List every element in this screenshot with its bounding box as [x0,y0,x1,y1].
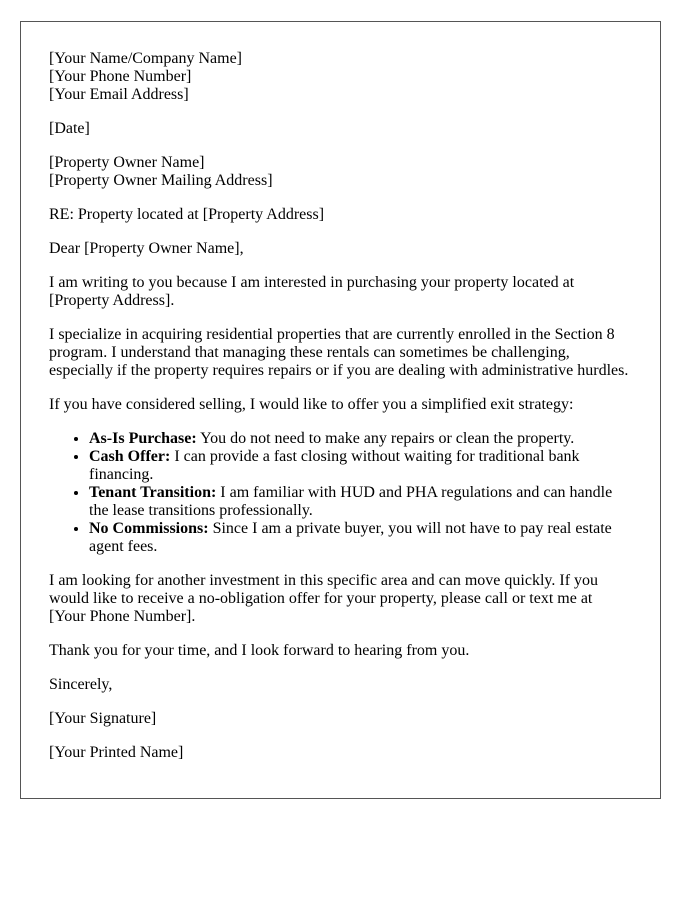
benefit-item [89,484,632,520]
benefit-title: Cash Offer: [89,448,171,465]
date: [Date] [49,120,90,137]
benefit-item [89,430,632,448]
sender-block [49,50,632,104]
sender-email: [Your Email Address] [49,86,189,103]
salutation: Dear [Property Owner Name], [49,240,244,257]
sender-name: [Your Name/Company Name] [49,50,243,67]
paragraph: Thank you for your time, and I look forward to hearing from you. [49,642,470,659]
paragraph: I am writing to you because I am interested in purchasing your property located at [Property Address]. [49,274,575,309]
sender-phone: [Your Phone Number] [49,68,192,85]
benefit-title: As-Is Purchase: [89,430,197,447]
benefit-text: You do not need to make any repairs or clean the property. [196,430,575,447]
paragraph: If you have considered selling, I would like to offer you a simplified exit strategy: [49,396,574,413]
benefit-text: I can provide a fast closing without waiting for traditional bank financing. [89,448,580,483]
recipient-name: [Property Owner Name] [49,154,205,171]
benefit-item [89,448,632,484]
sign-off: Sincerely, [49,676,113,693]
benefit-text: I am familiar with HUD and PHA regulations and can handle the lease transitions professionally. [89,484,613,519]
benefit-title: Tenant Transition: [89,484,217,501]
re-line: RE: Property located at [Property Address] [49,206,325,223]
recipient-address: [Property Owner Mailing Address] [49,172,273,189]
benefits-list [49,430,632,556]
printed-name: [Your Printed Name] [49,744,184,761]
signature: [Your Signature] [49,710,157,727]
paragraph: I am looking for another investment in this specific area and can move quickly. If you would like to receive a no-obligation offer for your property, please call or text me at [Your Phone Number]. [49,572,599,625]
letter [20,21,661,799]
benefit-text: Since I am a private buyer, you will not have to pay real estate agent fees. [89,520,612,555]
recipient-block [49,154,632,190]
paragraph: I specialize in acquiring residential properties that are currently enrolled in the Section 8 program. I understand that managing these rentals can sometimes be challenging, especially if the property requires repairs or if you are dealing with administrative hurdles. [49,326,629,379]
benefit-title: No Commissions: [89,520,209,537]
benefit-item [89,520,632,556]
